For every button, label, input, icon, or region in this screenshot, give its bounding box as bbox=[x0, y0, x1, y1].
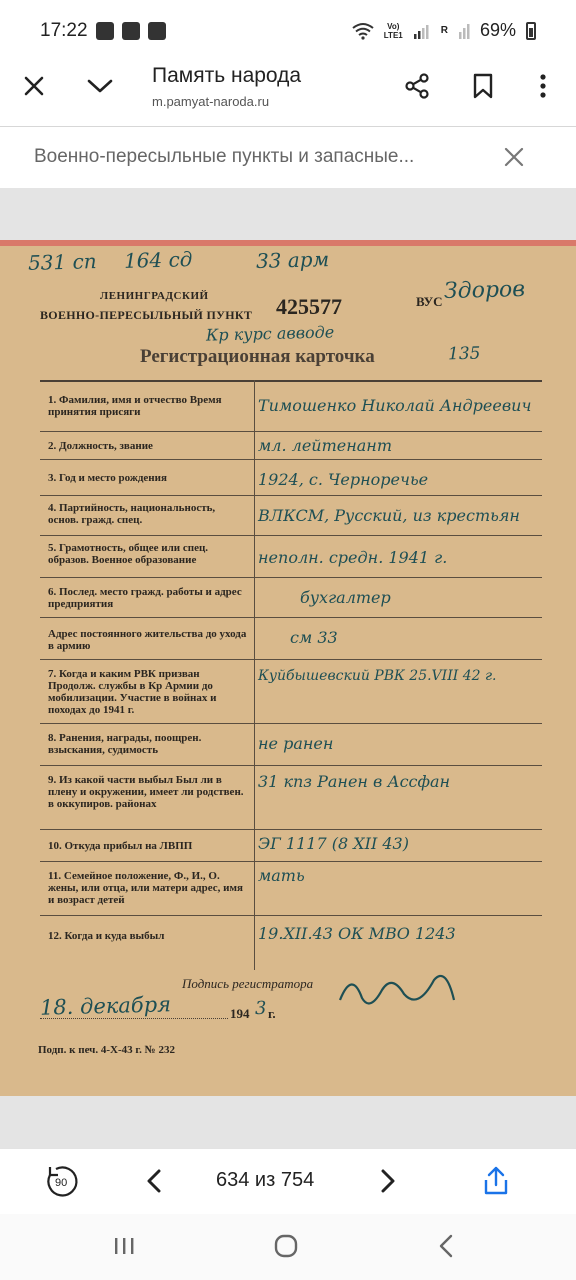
camera-notification-icon bbox=[122, 22, 140, 40]
org-line-1: ЛЕНИНГРАДСКИЙ bbox=[100, 290, 209, 302]
banner-close-button[interactable] bbox=[492, 135, 536, 179]
year-hand: 3 bbox=[254, 997, 267, 1020]
table-row: 3. Год и место рождения 1924, с. Черноречье bbox=[40, 460, 542, 496]
card-number: 425577 bbox=[276, 294, 342, 319]
table-row: Адрес постоянного жительства до ухода в армию см 33 bbox=[40, 618, 542, 660]
more-button[interactable] bbox=[521, 64, 565, 108]
page-url: m.pamyat-naroda.ru bbox=[152, 94, 270, 109]
rotate-label: 90 bbox=[55, 1177, 68, 1189]
table-row: 1. Фамилия, имя и отчество Время принятия присяги Тимошенко Николай Андреевич bbox=[40, 386, 542, 432]
previous-button[interactable] bbox=[132, 1159, 176, 1203]
table-row: 9. Из какой части выбыл Был ли в плену и окружении, имеет ли родствен. в оккупиров. районах 31 кпз Ранен в Ассфан bbox=[40, 766, 542, 830]
recent-apps-button[interactable] bbox=[102, 1224, 146, 1268]
document-title-bar bbox=[0, 127, 576, 187]
app-bar bbox=[0, 62, 576, 126]
signal-icon bbox=[413, 23, 431, 39]
bookmark-button[interactable] bbox=[461, 64, 505, 108]
date-hand: 18. декабря bbox=[39, 992, 172, 1020]
back-button[interactable] bbox=[424, 1224, 468, 1268]
title-mark: 135 bbox=[447, 343, 481, 365]
recent-apps-icon bbox=[113, 1236, 135, 1256]
share-button[interactable] bbox=[395, 64, 439, 108]
home-button[interactable] bbox=[264, 1224, 308, 1268]
table-row: 2. Должность, звание мл. лейтенант bbox=[40, 432, 542, 460]
date-underline bbox=[40, 1018, 228, 1019]
vus-label: ВУС bbox=[416, 294, 443, 309]
table-row: 7. Когда и каким РВК призван Продолж. службы в Кр Армии до мобилизации. Участие в войнах и походах до 1941 г. Куйбышевский РВК 25.VIII 42 г. bbox=[40, 660, 542, 724]
system-nav-bar bbox=[0, 1214, 576, 1280]
subtitle-hand: Кр курс авводе bbox=[205, 322, 335, 345]
registrar-signature bbox=[334, 960, 474, 1020]
next-button[interactable] bbox=[366, 1159, 410, 1203]
table-row: 4. Партийность, национальность, основ. гражд. спец. ВЛКСМ, Русский, из крестьян bbox=[40, 496, 542, 536]
table-row: 12. Когда и куда выбыл 19.XII.43 ОК МВО 1243 bbox=[48, 924, 456, 943]
image-viewer[interactable] bbox=[0, 188, 576, 1148]
rotate-button[interactable] bbox=[40, 1159, 84, 1203]
page-counter: 634 из 754 bbox=[216, 1169, 315, 1191]
close-button[interactable] bbox=[12, 64, 56, 108]
roaming-label: R bbox=[440, 25, 448, 36]
sign-label: Подпись регистратора bbox=[182, 976, 314, 991]
more-icon bbox=[539, 73, 547, 99]
collapse-button[interactable] bbox=[78, 64, 122, 108]
card-title: Регистрационная карточка bbox=[140, 346, 375, 367]
battery-percent: 69% bbox=[479, 20, 516, 40]
table-row: 11. Семейное положение, Ф., И., О. жены, или отца, или матери адрес, имя и возраст детей мать bbox=[40, 862, 542, 916]
translate-icon bbox=[148, 22, 166, 40]
viewer-toolbar bbox=[0, 1148, 576, 1214]
table-top-rule bbox=[40, 380, 542, 382]
unit-hand-1: 531 сп bbox=[27, 249, 97, 275]
table-row: 5. Грамотность, общее или спец. образов. Военное образование неполн. средн. 1941 г. bbox=[40, 536, 542, 578]
chevron-right-icon bbox=[380, 1169, 396, 1193]
close-icon bbox=[23, 75, 45, 97]
status-time: 17:22 bbox=[40, 20, 88, 41]
gallery-icon bbox=[96, 22, 114, 40]
share-upload-button[interactable] bbox=[474, 1159, 518, 1203]
rotate-icon bbox=[42, 1161, 82, 1201]
status-bar bbox=[0, 0, 576, 62]
year-print: 194 bbox=[230, 1006, 250, 1021]
upload-icon bbox=[483, 1166, 509, 1196]
home-icon bbox=[274, 1234, 298, 1258]
year-suffix: г. bbox=[268, 1006, 276, 1021]
share-icon bbox=[403, 72, 431, 100]
signal-2-icon bbox=[458, 23, 470, 39]
unit-hand-2: 164 сд bbox=[123, 247, 193, 273]
table-row: 10. Откуда прибыл на ЛВПП ЭГ 1117 (8 XII 43) bbox=[40, 830, 542, 862]
org-line-2: ВОЕННО-ПЕРЕСЫЛЬНЫЙ ПУНКТ bbox=[40, 308, 253, 322]
bookmark-icon bbox=[472, 73, 494, 99]
print-footer: Подп. к печ. 4-X-43 г. № 232 bbox=[38, 1044, 175, 1056]
battery-icon bbox=[526, 22, 536, 40]
registration-card-image[interactable] bbox=[0, 240, 576, 1096]
document-title: Военно-пересыльные пункты и запасные... bbox=[34, 146, 415, 167]
wifi-icon bbox=[352, 22, 374, 40]
chevron-down-icon bbox=[87, 78, 113, 94]
network-label: Vo) LTE1 bbox=[383, 21, 403, 40]
page-title: Память народа bbox=[152, 64, 302, 87]
table-row: 6. Послед. место гражд. работы и адрес предприятия бухгалтер bbox=[40, 578, 542, 618]
close-icon bbox=[504, 147, 524, 167]
chevron-left-icon bbox=[146, 1169, 162, 1193]
vus-value: Здоров bbox=[443, 276, 526, 305]
back-icon bbox=[439, 1234, 453, 1258]
unit-hand-3: 33 арм bbox=[255, 247, 330, 273]
table-row: 8. Ранения, награды, поощрен. взыскания, судимость не ранен bbox=[40, 724, 542, 766]
